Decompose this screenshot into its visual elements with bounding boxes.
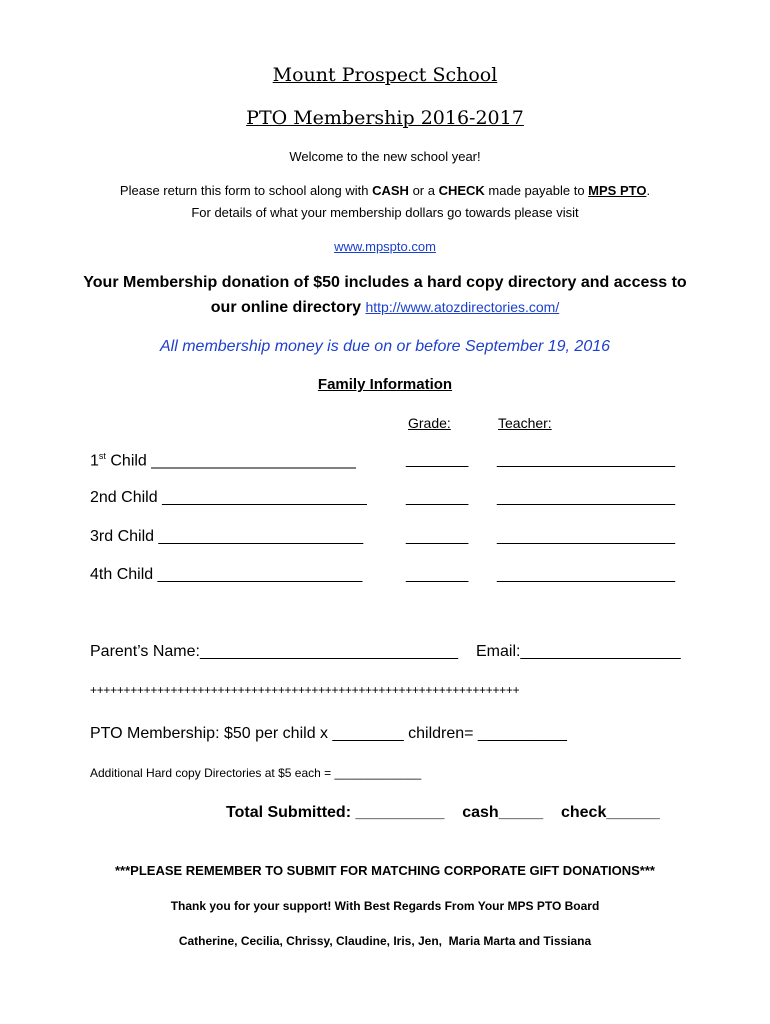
child-4-teacher-field[interactable]: ____________________ <box>497 566 675 583</box>
parent-name-field[interactable]: _____________________________ <box>199 643 459 660</box>
website-link[interactable]: www.mpspto.com <box>334 239 436 254</box>
child-row-4 <box>90 566 362 584</box>
child-1-name-field[interactable]: _______________________ <box>151 452 356 470</box>
child-3-name-field[interactable]: _______________________ <box>158 528 364 545</box>
form-title: PTO Membership 2016-2017 <box>246 107 524 129</box>
return-prefix: Please return this form to school along with <box>119 183 373 198</box>
return-instructions <box>0 183 770 198</box>
check-word: CHECK <box>438 183 485 198</box>
details-text: For details of what your membership dollars go towards please visit <box>191 205 579 220</box>
child-2-grade-field[interactable]: _______ <box>406 489 469 506</box>
child-3-grade-field[interactable]: _______ <box>406 528 469 545</box>
child-row-3 <box>90 528 363 546</box>
additional-directories-line[interactable]: Additional Hard copy Directories at $5 each = _____________ <box>90 766 422 780</box>
board-names: Catherine, Cecilia, Chrissy, Claudine, Iris, Jen, Maria Marta and Tissiana <box>178 934 592 948</box>
parent-name-row <box>90 643 458 661</box>
grade-header: Grade: <box>408 415 451 431</box>
teacher-header: Teacher: <box>498 415 552 431</box>
matching-gift-reminder: ***PLEASE REMEMBER TO SUBMIT FOR MATCHING CORPORATE GIFT DONATIONS*** <box>114 863 655 878</box>
child-4-name-field[interactable]: _______________________ <box>157 566 363 583</box>
cash-word: CASH <box>372 183 409 198</box>
email-field[interactable]: __________________ <box>520 643 681 660</box>
child-4-label: Child <box>112 566 158 583</box>
family-info-heading: Family Information <box>317 376 453 393</box>
donation-line-2 <box>0 299 770 317</box>
child-1-sup: st <box>98 451 106 461</box>
child-4-grade-field[interactable]: _______ <box>406 566 469 583</box>
child-1-label: Child <box>105 452 152 470</box>
child-1-grade-field[interactable]: _______ <box>406 451 469 468</box>
child-3-label: Child <box>113 528 159 545</box>
membership-calc-line[interactable]: PTO Membership: $50 per child x ________ children= __________ <box>90 725 567 742</box>
donation-line-1: Your Membership donation of $50 includes a hard copy directory and access to <box>83 274 687 291</box>
child-1-teacher-field[interactable]: ____________________ <box>497 451 675 468</box>
payable-text: made payable to <box>484 183 589 198</box>
due-date-notice: All membership money is due on or before September 19, 2016 <box>159 338 611 355</box>
child-row-2 <box>90 489 367 507</box>
thank-you-text: Thank you for your support! With Best Regards From Your MPS PTO Board <box>170 899 600 913</box>
child-4-prefix: 4th <box>90 566 113 583</box>
period: . <box>646 183 651 198</box>
child-3-prefix: 3rd <box>90 528 114 545</box>
parent-name-label: Parent’s Name: <box>90 643 200 660</box>
directory-link[interactable]: http://www.atozdirectories.com/ <box>365 299 560 315</box>
child-3-teacher-field[interactable]: ____________________ <box>497 528 675 545</box>
mps-pto-name: MPS PTO <box>588 183 647 198</box>
child-2-name-field[interactable]: _______________________ <box>162 489 367 506</box>
child-2-prefix: 2nd <box>90 489 117 506</box>
separator-line: ++++++++++++++++++++++++++++++++++++++++++++++++++++++++++++++++ <box>90 683 520 697</box>
website-link-row <box>0 239 770 254</box>
donation-line-2-text: our online directory <box>210 299 366 316</box>
child-2-teacher-field[interactable]: ____________________ <box>497 489 675 506</box>
welcome-text: Welcome to the new school year! <box>289 149 481 164</box>
email-label: Email: <box>476 643 521 660</box>
school-name: Mount Prospect School <box>272 64 498 86</box>
child-row-1 <box>90 451 356 470</box>
or-word: or a <box>408 183 439 198</box>
total-submitted-line[interactable]: Total Submitted: __________ cash_____ check______ <box>226 804 660 821</box>
child-2-label: Child <box>116 489 163 506</box>
email-row <box>476 643 681 661</box>
child-1-prefix: 1 <box>90 452 99 470</box>
